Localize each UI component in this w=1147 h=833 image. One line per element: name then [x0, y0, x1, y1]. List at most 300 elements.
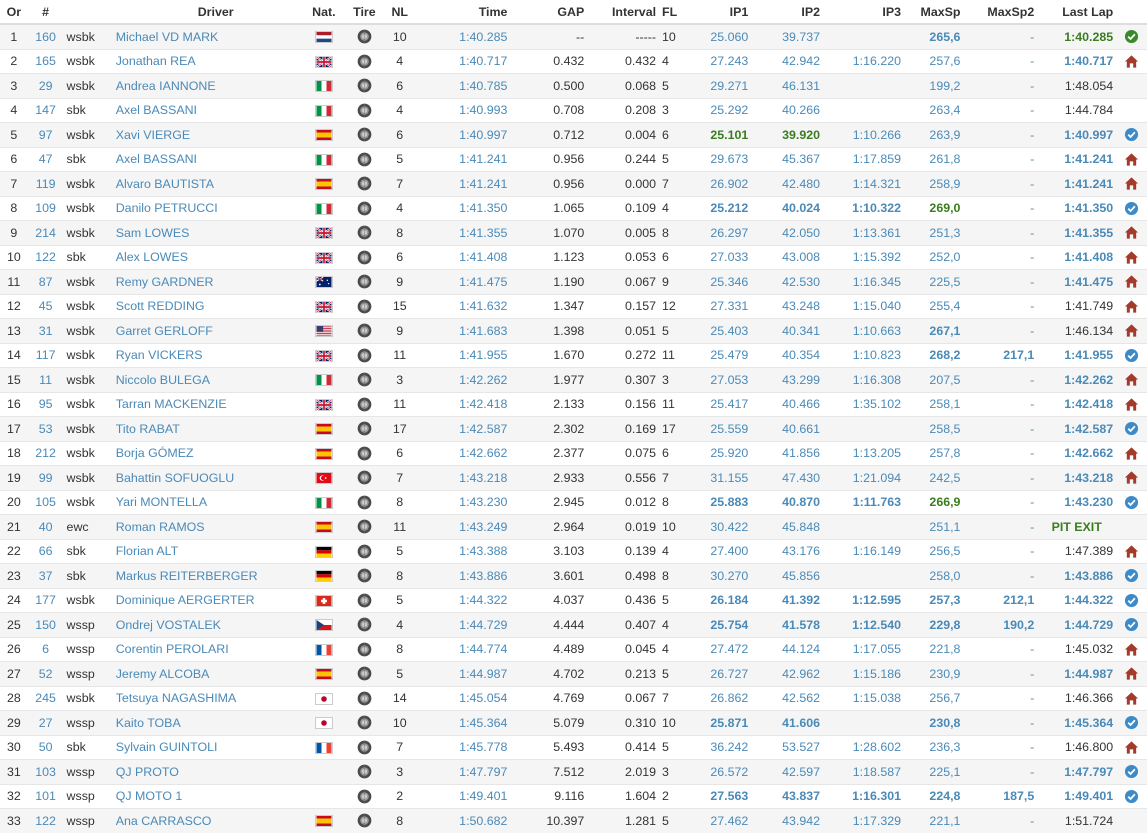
cell-lastlap: 1:40.997	[1037, 123, 1116, 148]
cell-num[interactable]: 6	[28, 637, 64, 662]
cell-ip3: 1:17.055	[823, 637, 904, 662]
cell-num[interactable]: 160	[28, 24, 64, 49]
cell-num[interactable]: 109	[28, 196, 64, 221]
table-row[interactable]	[0, 74, 1147, 99]
home-icon[interactable]	[1116, 294, 1147, 319]
cell-ip3: 1:10.663	[823, 319, 904, 344]
table-row[interactable]	[0, 392, 1147, 417]
cell-ip2: 45.856	[751, 564, 823, 589]
table-row[interactable]	[0, 588, 1147, 613]
check-icon[interactable]	[1116, 784, 1147, 809]
col-driver[interactable]: Driver	[113, 0, 301, 24]
cell-num[interactable]: 45	[28, 294, 64, 319]
cell-gap: 2.133	[510, 392, 587, 417]
cell-driver[interactable]: Tito RABAT	[113, 417, 301, 442]
cell-ip2: 39.920	[751, 123, 823, 148]
cell-cls: ewc	[64, 515, 113, 540]
cell-ip2: 43.299	[751, 368, 823, 393]
table-row[interactable]	[0, 319, 1147, 344]
cell-num[interactable]: 87	[28, 270, 64, 295]
cell-ip2: 47.430	[751, 466, 823, 491]
table-row[interactable]	[0, 49, 1147, 74]
cell-cls: sbk	[64, 564, 113, 589]
cell-maxsp: 257,6	[904, 49, 963, 74]
cell-lastlap: PIT EXIT	[1037, 515, 1116, 540]
tire-icon	[347, 588, 381, 613]
tire-icon	[347, 637, 381, 662]
cell-fl: 4	[659, 49, 690, 74]
cell-ip3: 1:13.361	[823, 221, 904, 246]
home-icon[interactable]	[1116, 245, 1147, 270]
cell-time: 1:41.683	[418, 319, 510, 344]
cell-num[interactable]: 165	[28, 49, 64, 74]
check-icon[interactable]	[1116, 613, 1147, 638]
check-icon[interactable]	[1116, 123, 1147, 148]
nationality-flag	[300, 123, 347, 148]
cell-driver[interactable]: Jeremy ALCOBA	[113, 662, 301, 687]
cell-num[interactable]: 11	[28, 368, 64, 393]
cell-ip2: 45.367	[751, 147, 823, 172]
cell-driver[interactable]: Remy GARDNER	[113, 270, 301, 295]
cell-nl: 14	[381, 686, 418, 711]
table-header	[0, 0, 1147, 24]
cell-ip1: 30.422	[690, 515, 752, 540]
cell-interval: 0.005	[587, 221, 659, 246]
cell-time: 1:40.717	[418, 49, 510, 74]
home-icon[interactable]	[1116, 637, 1147, 662]
cell-maxsp2: -	[963, 74, 1037, 99]
cell-gap: 1.347	[510, 294, 587, 319]
cell-lastlap: 1:44.784	[1037, 98, 1116, 123]
col-lastlap[interactable]: Last Lap	[1037, 0, 1116, 24]
nationality-flag	[300, 270, 347, 295]
cell-driver[interactable]: QJ MOTO 1	[113, 784, 301, 809]
table-row[interactable]	[0, 490, 1147, 515]
cell-driver[interactable]: Jonathan REA	[113, 49, 301, 74]
cell-ip1: 25.292	[690, 98, 752, 123]
cell-gap: 1.190	[510, 270, 587, 295]
col-maxsp2[interactable]: MaxSp2	[963, 0, 1037, 24]
check-icon[interactable]	[1116, 24, 1147, 49]
col-nat[interactable]: Nat.	[300, 0, 347, 24]
cell-ip2: 40.466	[751, 392, 823, 417]
cell-or: 13	[0, 319, 28, 344]
table-row[interactable]	[0, 270, 1147, 295]
cell-num[interactable]: 53	[28, 417, 64, 442]
cell-maxsp2: -	[963, 123, 1037, 148]
cell-fl: 4	[659, 613, 690, 638]
nationality-flag	[300, 221, 347, 246]
cell-driver[interactable]: Andrea IANNONE	[113, 74, 301, 99]
table-row[interactable]	[0, 172, 1147, 197]
cell-fl: 5	[659, 662, 690, 687]
cell-ip2: 41.578	[751, 613, 823, 638]
cell-cls: wsbk	[64, 490, 113, 515]
cell-maxsp: 242,5	[904, 466, 963, 491]
cell-time: 1:45.778	[418, 735, 510, 760]
cell-num[interactable]: 47	[28, 147, 64, 172]
cell-num[interactable]: 150	[28, 613, 64, 638]
cell-num[interactable]: 50	[28, 735, 64, 760]
cell-maxsp: 269,0	[904, 196, 963, 221]
cell-num[interactable]: 99	[28, 466, 64, 491]
col-tire[interactable]: Tire	[347, 0, 381, 24]
cell-fl: 3	[659, 368, 690, 393]
table-row[interactable]	[0, 711, 1147, 736]
cell-num[interactable]: 214	[28, 221, 64, 246]
cell-maxsp: 256,7	[904, 686, 963, 711]
cell-fl: 8	[659, 490, 690, 515]
cell-ip1: 26.572	[690, 760, 752, 785]
home-icon[interactable]	[1116, 270, 1147, 295]
col-or[interactable]: Or	[0, 0, 28, 24]
home-icon[interactable]	[1116, 221, 1147, 246]
cell-gap: 0.712	[510, 123, 587, 148]
table-row[interactable]	[0, 515, 1147, 540]
cell-num[interactable]: 103	[28, 760, 64, 785]
cell-or: 8	[0, 196, 28, 221]
cell-time: 1:41.955	[418, 343, 510, 368]
cell-ip1: 26.727	[690, 662, 752, 687]
tire-icon	[347, 417, 381, 442]
col-ip3[interactable]: IP3	[823, 0, 904, 24]
cell-interval: 0.244	[587, 147, 659, 172]
cell-num[interactable]: 37	[28, 564, 64, 589]
cell-interval: 0.067	[587, 270, 659, 295]
cell-or: 16	[0, 392, 28, 417]
cell-lastlap: 1:43.886	[1037, 564, 1116, 589]
cell-driver[interactable]: Michael VD MARK	[113, 24, 301, 49]
cell-nl: 2	[381, 784, 418, 809]
col-interval[interactable]: Interval	[587, 0, 659, 24]
cell-gap: 4.444	[510, 613, 587, 638]
cell-gap: 1.070	[510, 221, 587, 246]
cell-driver[interactable]: Corentin PEROLARI	[113, 637, 301, 662]
cell-driver[interactable]: Danilo PETRUCCI	[113, 196, 301, 221]
cell-time: 1:42.262	[418, 368, 510, 393]
cell-driver[interactable]: Axel BASSANI	[113, 98, 301, 123]
cell-maxsp: 221,1	[904, 809, 963, 833]
cell-nl: 9	[381, 319, 418, 344]
cell-gap: 1.670	[510, 343, 587, 368]
cell-driver[interactable]: Markus REITERBERGER	[113, 564, 301, 589]
cell-cls: wsbk	[64, 294, 113, 319]
col-gap[interactable]: GAP	[510, 0, 587, 24]
check-icon[interactable]	[1116, 588, 1147, 613]
cell-or: 4	[0, 98, 28, 123]
table-row[interactable]	[0, 466, 1147, 491]
cell-num[interactable]: 177	[28, 588, 64, 613]
cell-gap: 4.702	[510, 662, 587, 687]
cell-lastlap: 1:41.408	[1037, 245, 1116, 270]
cell-cls: wsbk	[64, 172, 113, 197]
tire-icon	[347, 441, 381, 466]
cell-gap: 3.601	[510, 564, 587, 589]
cell-maxsp2: 187,5	[963, 784, 1037, 809]
cell-cls: sbk	[64, 147, 113, 172]
home-icon[interactable]	[1116, 441, 1147, 466]
cell-driver[interactable]: Borja GÓMEZ	[113, 441, 301, 466]
col-maxsp[interactable]: MaxSp	[904, 0, 963, 24]
check-icon[interactable]	[1116, 760, 1147, 785]
table-row[interactable]	[0, 637, 1147, 662]
cell-driver[interactable]: Bahattin SOFUOGLU	[113, 466, 301, 491]
cell-ip1: 27.472	[690, 637, 752, 662]
cell-interval: 0.432	[587, 49, 659, 74]
cell-driver[interactable]: Roman RAMOS	[113, 515, 301, 540]
table-row[interactable]	[0, 24, 1147, 49]
cell-num[interactable]: 66	[28, 539, 64, 564]
cell-fl: 5	[659, 735, 690, 760]
cell-maxsp: 265,6	[904, 24, 963, 49]
col-fl[interactable]: FL	[659, 0, 690, 24]
check-icon[interactable]	[1116, 711, 1147, 736]
table-row[interactable]	[0, 735, 1147, 760]
col-time[interactable]: Time	[418, 0, 510, 24]
cell-driver[interactable]: Garret GERLOFF	[113, 319, 301, 344]
cell-nl: 7	[381, 735, 418, 760]
cell-num[interactable]: 105	[28, 490, 64, 515]
cell-num[interactable]: 245	[28, 686, 64, 711]
table-row[interactable]	[0, 343, 1147, 368]
cell-driver[interactable]: Ana CARRASCO	[113, 809, 301, 833]
cell-driver[interactable]: Tarran MACKENZIE	[113, 392, 301, 417]
cell-ip2: 40.266	[751, 98, 823, 123]
cell-maxsp: 236,3	[904, 735, 963, 760]
cell-num[interactable]: 27	[28, 711, 64, 736]
cell-time: 1:44.987	[418, 662, 510, 687]
table-row[interactable]	[0, 809, 1147, 833]
cell-time: 1:42.662	[418, 441, 510, 466]
check-icon[interactable]	[1116, 417, 1147, 442]
table-row[interactable]	[0, 368, 1147, 393]
home-icon[interactable]	[1116, 319, 1147, 344]
cell-num[interactable]: 95	[28, 392, 64, 417]
cell-maxsp2: -	[963, 270, 1037, 295]
cell-num[interactable]: 97	[28, 123, 64, 148]
cell-maxsp: 255,4	[904, 294, 963, 319]
cell-lastlap: 1:45.364	[1037, 711, 1116, 736]
cell-driver[interactable]: Kaito TOBA	[113, 711, 301, 736]
check-icon[interactable]	[1116, 490, 1147, 515]
cell-maxsp2: -	[963, 221, 1037, 246]
home-icon[interactable]	[1116, 392, 1147, 417]
col-ip2[interactable]: IP2	[751, 0, 823, 24]
cell-fl: 17	[659, 417, 690, 442]
cell-nl: 4	[381, 98, 418, 123]
cell-maxsp2: -	[963, 760, 1037, 785]
cell-lastlap: 1:42.587	[1037, 417, 1116, 442]
cell-time: 1:43.218	[418, 466, 510, 491]
tire-icon	[347, 686, 381, 711]
cell-or: 3	[0, 74, 28, 99]
col-nl[interactable]: NL	[381, 0, 418, 24]
cell-interval: 0.051	[587, 319, 659, 344]
cell-ip3	[823, 417, 904, 442]
cell-ip1: 26.297	[690, 221, 752, 246]
cell-or: 24	[0, 588, 28, 613]
cell-driver[interactable]: Sylvain GUINTOLI	[113, 735, 301, 760]
cell-cls: wsbk	[64, 74, 113, 99]
cell-ip2: 43.008	[751, 245, 823, 270]
cell-driver[interactable]: Sam LOWES	[113, 221, 301, 246]
table-row[interactable]	[0, 613, 1147, 638]
cell-num[interactable]: 52	[28, 662, 64, 687]
check-icon[interactable]	[1116, 564, 1147, 589]
cell-maxsp2: -	[963, 294, 1037, 319]
nationality-flag	[300, 392, 347, 417]
table-row[interactable]	[0, 760, 1147, 785]
cell-cls: sbk	[64, 539, 113, 564]
home-icon[interactable]	[1116, 368, 1147, 393]
cell-ip3: 1:16.308	[823, 368, 904, 393]
cell-num[interactable]: 29	[28, 74, 64, 99]
cell-lastlap: 1:40.717	[1037, 49, 1116, 74]
cell-gap: 2.302	[510, 417, 587, 442]
table-row[interactable]	[0, 196, 1147, 221]
cell-interval: 0.075	[587, 441, 659, 466]
table-row[interactable]	[0, 539, 1147, 564]
cell-interval: 0.045	[587, 637, 659, 662]
cell-or: 23	[0, 564, 28, 589]
tire-icon	[347, 784, 381, 809]
table-row[interactable]	[0, 686, 1147, 711]
cell-driver[interactable]: Yari MONTELLA	[113, 490, 301, 515]
table-row[interactable]	[0, 564, 1147, 589]
cell-num[interactable]: 147	[28, 98, 64, 123]
cell-time: 1:40.785	[418, 74, 510, 99]
home-icon[interactable]	[1116, 735, 1147, 760]
cell-time: 1:41.355	[418, 221, 510, 246]
tire-icon	[347, 294, 381, 319]
cell-gap: 0.708	[510, 98, 587, 123]
cell-ip2: 40.341	[751, 319, 823, 344]
table-row[interactable]	[0, 147, 1147, 172]
cell-driver[interactable]: Xavi VIERGE	[113, 123, 301, 148]
cell-ip2: 40.024	[751, 196, 823, 221]
cell-driver[interactable]: Scott REDDING	[113, 294, 301, 319]
table-row[interactable]	[0, 123, 1147, 148]
cell-driver[interactable]: Alex LOWES	[113, 245, 301, 270]
cell-nl: 11	[381, 515, 418, 540]
home-icon[interactable]	[1116, 172, 1147, 197]
cell-maxsp2: -	[963, 417, 1037, 442]
table-row[interactable]	[0, 294, 1147, 319]
nationality-flag	[300, 319, 347, 344]
cell-driver[interactable]: Alvaro BAUTISTA	[113, 172, 301, 197]
table-row[interactable]	[0, 441, 1147, 466]
cell-fl: 4	[659, 637, 690, 662]
cell-num[interactable]: 117	[28, 343, 64, 368]
cell-or: 9	[0, 221, 28, 246]
cell-ip1: 27.400	[690, 539, 752, 564]
col-num[interactable]: #	[28, 0, 64, 24]
cell-driver[interactable]: Florian ALT	[113, 539, 301, 564]
cell-interval: 0.004	[587, 123, 659, 148]
cell-time: 1:43.249	[418, 515, 510, 540]
cell-lastlap: 1:44.322	[1037, 588, 1116, 613]
check-icon[interactable]	[1116, 343, 1147, 368]
cell-maxsp: 207,5	[904, 368, 963, 393]
cell-ip3: 1:16.301	[823, 784, 904, 809]
home-icon[interactable]	[1116, 539, 1147, 564]
home-icon[interactable]	[1116, 49, 1147, 74]
cell-num[interactable]: 122	[28, 245, 64, 270]
nationality-flag	[300, 564, 347, 589]
table-row[interactable]	[0, 662, 1147, 687]
cell-driver[interactable]: QJ PROTO	[113, 760, 301, 785]
cell-interval: 0.019	[587, 515, 659, 540]
cell-driver[interactable]: Dominique AERGERTER	[113, 588, 301, 613]
cell-num[interactable]: 122	[28, 809, 64, 833]
cell-cls: wsbk	[64, 24, 113, 49]
cell-maxsp: 266,9	[904, 490, 963, 515]
home-icon[interactable]	[1116, 662, 1147, 687]
cell-maxsp: 230,9	[904, 662, 963, 687]
table-row[interactable]	[0, 245, 1147, 270]
cell-nl: 6	[381, 441, 418, 466]
cell-num[interactable]: 119	[28, 172, 64, 197]
cell-lastlap: 1:49.401	[1037, 784, 1116, 809]
cell-driver[interactable]: Ryan VICKERS	[113, 343, 301, 368]
cell-time: 1:41.408	[418, 245, 510, 270]
tire-icon	[347, 392, 381, 417]
cell-lastlap: 1:44.987	[1037, 662, 1116, 687]
tire-icon	[347, 123, 381, 148]
cell-interval: 0.498	[587, 564, 659, 589]
cell-ip1: 27.033	[690, 245, 752, 270]
cell-driver[interactable]: Axel BASSANI	[113, 147, 301, 172]
cell-maxsp2: -	[963, 686, 1037, 711]
col-ip1[interactable]: IP1	[690, 0, 752, 24]
cell-nl: 17	[381, 417, 418, 442]
cell-ip2: 42.562	[751, 686, 823, 711]
cell-num[interactable]: 101	[28, 784, 64, 809]
cell-ip3	[823, 24, 904, 49]
table-row[interactable]	[0, 221, 1147, 246]
cell-num[interactable]: 31	[28, 319, 64, 344]
cell-num[interactable]: 212	[28, 441, 64, 466]
cell-nl: 5	[381, 588, 418, 613]
home-icon[interactable]	[1116, 686, 1147, 711]
table-row[interactable]	[0, 417, 1147, 442]
home-icon[interactable]	[1116, 466, 1147, 491]
home-icon[interactable]	[1116, 147, 1147, 172]
cell-driver[interactable]: Tetsuya NAGASHIMA	[113, 686, 301, 711]
cell-lastlap: 1:41.355	[1037, 221, 1116, 246]
cell-maxsp2: -	[963, 564, 1037, 589]
nationality-flag	[300, 294, 347, 319]
cell-ip1: 25.403	[690, 319, 752, 344]
check-icon[interactable]	[1116, 196, 1147, 221]
cell-ip3: 1:15.392	[823, 245, 904, 270]
cell-lastlap: 1:46.134	[1037, 319, 1116, 344]
cell-maxsp: 257,8	[904, 441, 963, 466]
cell-cls: wsbk	[64, 343, 113, 368]
nationality-flag	[300, 490, 347, 515]
cell-cls: wsbk	[64, 392, 113, 417]
cell-ip1: 36.242	[690, 735, 752, 760]
table-row[interactable]	[0, 784, 1147, 809]
tire-icon	[347, 196, 381, 221]
cell-driver[interactable]: Ondrej VOSTALEK	[113, 613, 301, 638]
cell-ip1: 25.479	[690, 343, 752, 368]
cell-driver[interactable]: Niccolo BULEGA	[113, 368, 301, 393]
table-row[interactable]	[0, 98, 1147, 123]
cell-num[interactable]: 40	[28, 515, 64, 540]
cell-cls: sbk	[64, 98, 113, 123]
cell-ip3: 1:11.763	[823, 490, 904, 515]
